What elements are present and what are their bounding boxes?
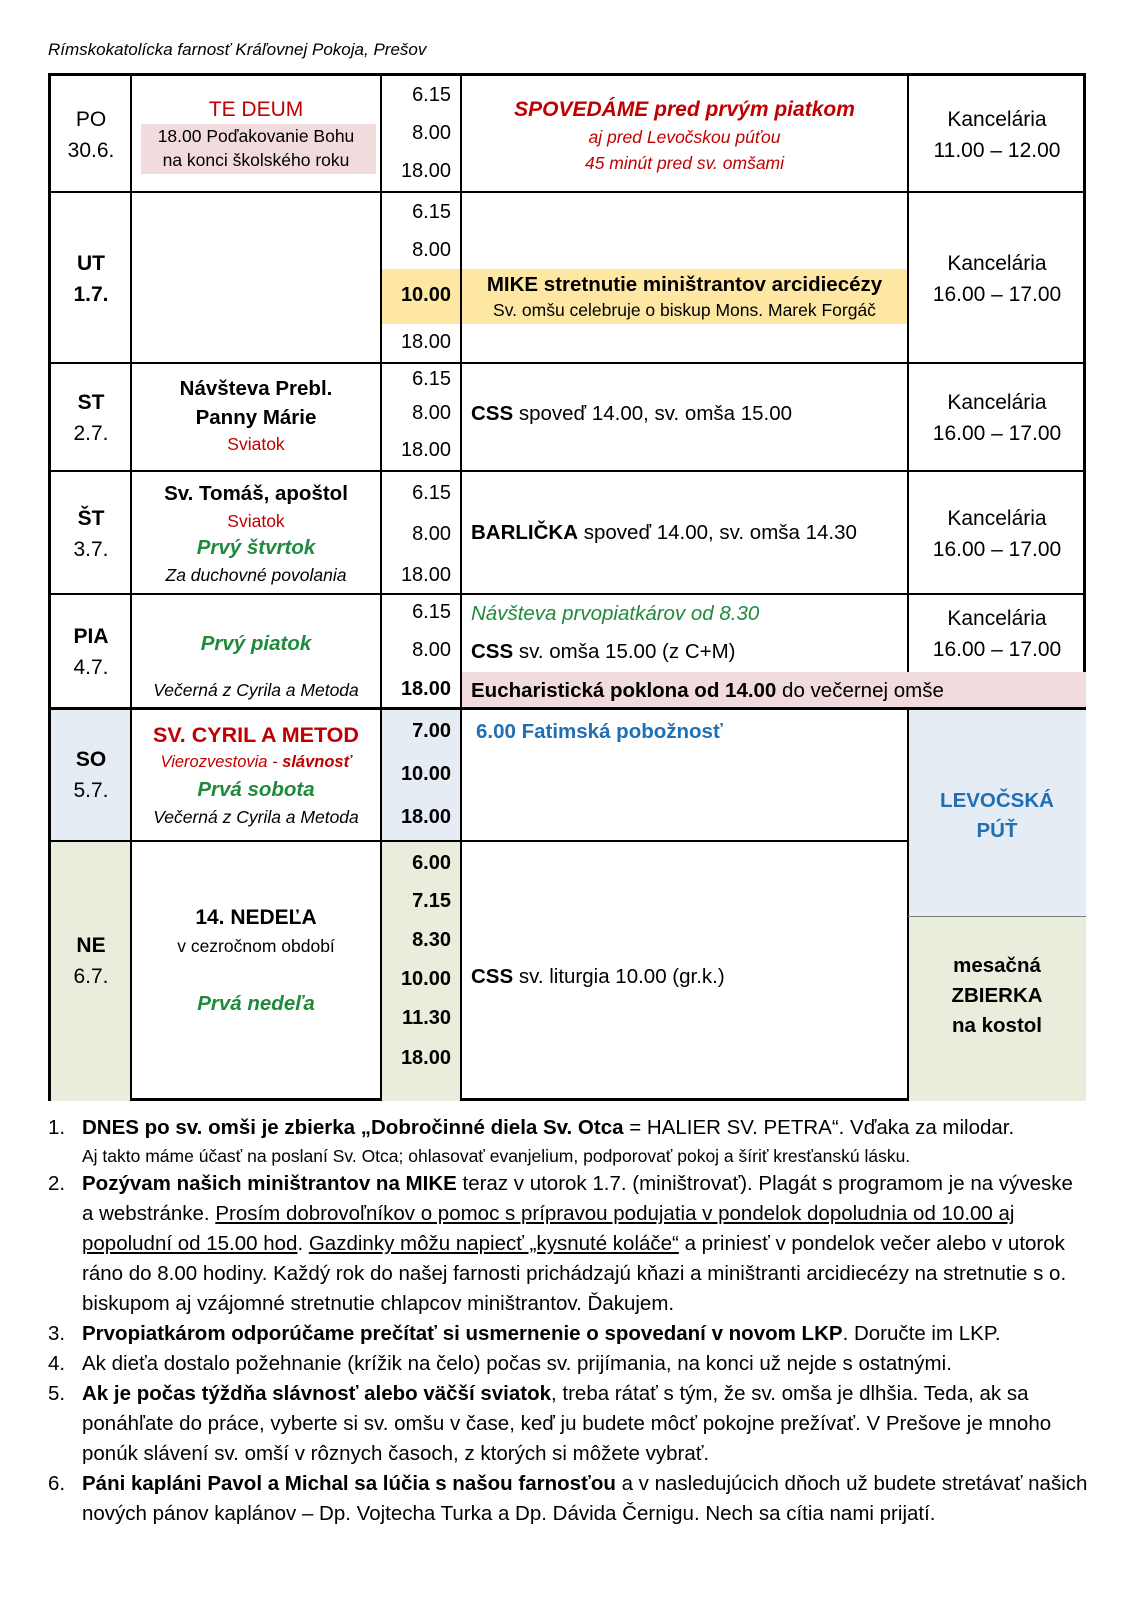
feast-sub: 18.00 Poďakovanie Bohu <box>157 126 355 146</box>
event-title: MIKE stretnutie miništrantov arcidiecézy <box>486 273 883 296</box>
office-po <box>908 104 1086 166</box>
collection-line: mesačná <box>953 954 1041 977</box>
collection-label <box>908 951 1086 1041</box>
day-po <box>51 104 131 166</box>
feast-extra: Prvá nedeľa <box>197 992 315 1015</box>
row-divider <box>51 191 1086 193</box>
office-hours: 16.00 – 17.00 <box>932 638 1062 661</box>
times-st2 <box>383 472 459 593</box>
item-underlined: Prosím dobrovoľníkov o pomoc s prípravou podujatia v pondelok dopoludnia od 10.00 aj popoludní od 15.00 hod <box>82 1202 1015 1255</box>
item-number: 2. <box>48 1172 66 1195</box>
schedule-table <box>48 73 1086 1101</box>
mass-time: 6.15 <box>412 482 451 504</box>
parish-header: Rímskokatolícka farnosť Kráľovnej Pokoja, Prešov <box>48 40 427 59</box>
feast-rank: Vierozvestovia - <box>160 753 283 771</box>
item-small: Aj takto máme účasť na poslaní Sv. Otca; ohlasovať evanjelium, podporovať pokoj a šíriť kresťanskú lásku. <box>82 1146 911 1166</box>
event-text: spoveď 14.00, sv. omša 14.30 <box>578 521 857 544</box>
office-hours: 16.00 – 17.00 <box>932 283 1062 306</box>
mass-time: 6.15 <box>412 601 451 623</box>
feast-rank-solemnity: slávnosť <box>282 753 352 771</box>
office-label: Kancelária <box>947 607 1047 630</box>
office-ut <box>908 248 1086 310</box>
event-st2 <box>471 521 857 545</box>
mass-time: 18.00 <box>400 806 451 828</box>
row-divider <box>51 362 1086 364</box>
times-po <box>383 76 459 191</box>
item-text: teraz v utorok 1.7. (miništrovať). Plagát s programom je na výveske a webstránke. <box>82 1172 1073 1225</box>
times-pia <box>383 595 459 707</box>
event-text: do večernej omše <box>776 679 944 702</box>
item-text: a v nasledujúcich dňoch už budete stretávať našich nových pánov kaplánov – Dp. Vojtecha Turka a Dp. Dávida Černigu. Nech sa cítia nami prijatí. <box>82 1472 1088 1525</box>
event-st <box>471 402 792 426</box>
mass-time: 10.00 <box>400 284 451 306</box>
office-pia <box>908 603 1086 665</box>
event-visit: Návšteva prvopiatkárov od 8.30 <box>471 602 760 625</box>
day-name: UT <box>77 252 105 275</box>
feast-so <box>131 721 381 830</box>
feast-rank: Sviatok <box>227 511 285 531</box>
mass-time: 10.00 <box>400 763 451 785</box>
office-label: Kancelária <box>947 108 1047 131</box>
item-bold: Prvopiatkárom odporúčame prečítať si usmernenie o spovedaní v novom LKP <box>82 1322 843 1345</box>
day-date: 1.7. <box>73 283 109 306</box>
feast-title: SV. CYRIL A METOD <box>153 723 359 747</box>
mass-time: 18.00 <box>400 439 451 461</box>
event-css <box>471 640 736 664</box>
event-org: BARLIČKA <box>471 521 579 544</box>
item-number: 1. <box>48 1116 66 1139</box>
item-number: 6. <box>48 1472 66 1495</box>
announcement-item <box>48 1169 1088 1319</box>
item-underlined: Gazdinky môžu napiecť „kysnuté koláče“ <box>308 1232 679 1255</box>
mass-time: 8.00 <box>412 639 451 661</box>
times-ne <box>383 842 459 1101</box>
day-date: 2.7. <box>73 422 109 445</box>
feast-rank: Sviatok <box>227 434 285 454</box>
event-org: CSS <box>471 402 514 425</box>
mass-time: 6.15 <box>412 84 451 106</box>
mass-time: 8.00 <box>412 122 451 144</box>
mass-time: 8.00 <box>412 523 451 545</box>
feast-title: Sv. Tomáš, apoštol <box>164 482 348 505</box>
day-name: PIA <box>73 625 109 648</box>
feast-extra: Prvý štvrtok <box>196 536 316 559</box>
announcement-item <box>48 1469 1088 1529</box>
day-st <box>51 387 131 449</box>
office-hours: 16.00 – 17.00 <box>932 422 1062 445</box>
mass-time: 6.00 <box>412 852 451 874</box>
item-text: , treba rátať s tým, že sv. omša je dlhšia. Teda, ak sa ponáhľate do práce, vyberte si sv. omšu v čase, keď ju budete môcť pokojne prežívať. V Prešove je mnoho ponúk slávení sv. omší v rôznych časoch, z ktorých si môžete vybrať. <box>82 1382 1052 1465</box>
mass-time: 6.15 <box>412 368 451 390</box>
office-label: Kancelária <box>947 391 1047 414</box>
feast-st2 <box>131 480 381 588</box>
office-label: Kancelária <box>947 252 1047 275</box>
item-text: = HALIER SV. PETRA“. Vďaka za milodar. <box>623 1116 1015 1139</box>
day-pia <box>51 621 131 683</box>
event-ut <box>461 272 908 322</box>
event-ne <box>471 965 725 989</box>
mass-time: 8.00 <box>412 239 451 261</box>
times-so <box>383 710 459 840</box>
office-hours: 16.00 – 17.00 <box>932 538 1062 561</box>
day-name: PO <box>75 108 107 131</box>
office-st <box>908 387 1086 449</box>
day-st2 <box>51 503 131 565</box>
event-text: sv. liturgia 10.00 (gr.k.) <box>513 965 725 988</box>
feast-sub: v cezročnom období <box>177 936 335 956</box>
row-divider <box>51 593 1086 595</box>
announcement-item <box>48 1379 1088 1469</box>
feast-ne <box>131 903 381 1018</box>
mass-time: 18.00 <box>400 160 451 182</box>
mass-time: 18.00 <box>400 678 451 700</box>
item-bold: Ak je počas týždňa slávnosť alebo väčší sviatok <box>82 1382 551 1405</box>
col-divider <box>460 76 462 1101</box>
day-name: ŠT <box>77 507 105 530</box>
day-date: 5.7. <box>73 779 109 802</box>
event-sub: aj pred Levočskou púťou <box>588 127 781 147</box>
feast-title: Návšteva Prebl. <box>179 377 333 400</box>
times-st <box>383 364 459 470</box>
event-org: CSS <box>471 965 514 988</box>
announcement-item <box>48 1349 1088 1379</box>
pilgrimage-line: PÚŤ <box>976 819 1018 842</box>
day-date: 30.6. <box>67 139 115 162</box>
event-title: SPOVEDÁME pred prvým piatkom <box>514 98 855 121</box>
office-st2 <box>908 503 1086 565</box>
feast-po <box>131 96 381 172</box>
office-label: Kancelária <box>947 507 1047 530</box>
event-adoration <box>471 679 944 703</box>
mass-time: 7.15 <box>412 890 451 912</box>
day-so <box>51 744 131 806</box>
mass-time: 8.00 <box>412 402 451 424</box>
mass-time: 10.00 <box>400 968 451 990</box>
feast-title: TE DEUM <box>208 98 304 121</box>
feast-intention: Za duchovné povolania <box>165 565 347 585</box>
item-number: 4. <box>48 1352 66 1375</box>
announcement-item <box>48 1113 1088 1169</box>
mass-time: 18.00 <box>400 1047 451 1069</box>
item-bold: Páni kapláni Pavol a Michal sa lúčia s našou farnosťou <box>82 1472 616 1495</box>
event-sub: Sv. omšu celebruje o biskup Mons. Marek Forgáč <box>493 300 876 320</box>
pilgrimage-label <box>908 786 1086 846</box>
item-number: 3. <box>48 1322 66 1345</box>
feast-note: Večerná z Cyrila a Metoda <box>153 680 359 700</box>
feast-extra: Prvý piatok <box>200 632 312 655</box>
event-org: CSS <box>471 640 514 663</box>
feast-note: Večerná z Cyrila a Metoda <box>153 807 359 827</box>
row-divider <box>51 470 1086 472</box>
mass-time: 18.00 <box>400 564 451 586</box>
day-ut <box>51 248 131 310</box>
day-date: 4.7. <box>73 656 109 679</box>
item-text: Ak dieťa dostalo požehnanie (krížik na čelo) počas sv. prijímania, na konci už nejde s ostatnými. <box>82 1352 952 1375</box>
event-text: spoveď 14.00, sv. omša 15.00 <box>513 402 793 425</box>
feast-title: Panny Márie <box>195 406 317 429</box>
item-bold: Pozývam našich miništrantov na MIKE <box>82 1172 457 1195</box>
col-divider <box>907 709 909 1101</box>
mass-time: 7.00 <box>412 720 451 742</box>
office-hours: 11.00 – 12.00 <box>933 139 1061 162</box>
mass-time: 11.30 <box>402 1007 451 1029</box>
mass-time: 18.00 <box>400 331 451 353</box>
times-ut <box>383 193 459 362</box>
day-date: 6.7. <box>73 965 109 988</box>
item-text: a priniesť v pondelok večer alebo v utorok ráno do 8.00 hodiny. Každý rok do našej farnosti prichádzajú kňazi a miništranti arcidiecézy na stretnutie s o. biskupom aj vzájomné stretnutie chlapcov miništrantov. Ďakujem. <box>82 1232 1067 1315</box>
feast-sub: na konci školského roku <box>162 150 350 170</box>
row-divider <box>51 707 1086 710</box>
event-sub: 45 minút pred sv. omšami <box>584 153 785 173</box>
collection-line: ZBIERKA <box>951 984 1043 1007</box>
item-text: . Doručte im LKP. <box>842 1322 1001 1345</box>
event-fatima: 6.00 Fatimská pobožnosť <box>476 720 723 743</box>
event-text: sv. omša 15.00 (z C+M) <box>513 640 736 663</box>
feast-extra: Prvá sobota <box>197 778 315 801</box>
event-title: Eucharistická poklona od 14.00 <box>471 679 777 702</box>
item-bold: DNES po sv. omši je zbierka „Dobročinné diela Sv. Otca <box>82 1116 624 1139</box>
day-date: 3.7. <box>73 538 109 561</box>
day-ne <box>51 930 131 992</box>
cell-divider <box>908 916 1086 917</box>
day-name: NE <box>76 934 106 957</box>
item-number: 5. <box>48 1382 66 1405</box>
announcements <box>48 1113 1088 1529</box>
event-po <box>461 96 908 176</box>
feast-title: 14. NEDEĽA <box>195 906 317 929</box>
announcement-item <box>48 1319 1088 1349</box>
collection-line: na kostol <box>952 1014 1042 1037</box>
day-name: ST <box>77 391 105 414</box>
pilgrimage-line: LEVOČSKÁ <box>940 789 1054 812</box>
row-divider <box>51 840 908 842</box>
feast-st <box>131 374 381 457</box>
mass-time: 6.15 <box>412 201 451 223</box>
item-text: . <box>297 1232 309 1255</box>
mass-time: 8.30 <box>412 929 451 951</box>
day-name: SO <box>75 748 107 771</box>
